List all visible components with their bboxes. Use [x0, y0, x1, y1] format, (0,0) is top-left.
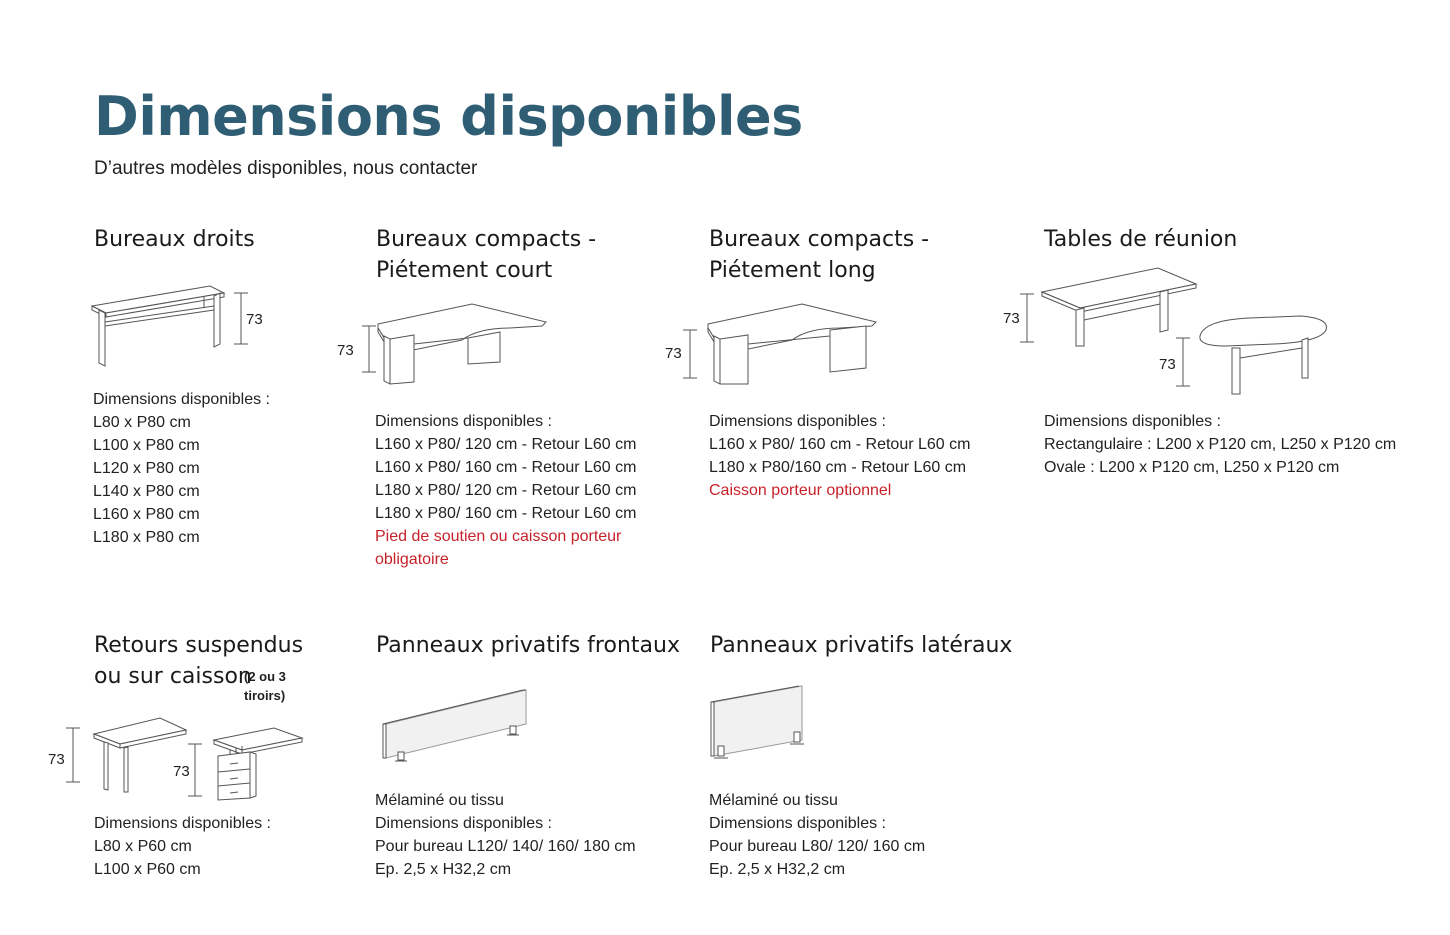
dimensions-line: Rectangulaire : L200 x P120 cm, L250 x P120 cm	[1044, 436, 1397, 453]
dimensions-line: Dimensions disponibles :	[375, 413, 552, 430]
dimensions-line: L160 x P80/ 120 cm - Retour L60 cm	[375, 436, 637, 453]
category-title-line: Piétement long	[709, 258, 876, 283]
height-label: 73	[1159, 356, 1176, 373]
dimensions-line: L160 x P80/ 160 cm - Retour L60 cm	[709, 436, 971, 453]
category-title	[709, 224, 929, 286]
dimensions-line: Ep. 2,5 x H32,2 cm	[709, 861, 846, 878]
dimensions-list	[375, 789, 636, 881]
mandatory-note: Pied de soutien ou caisson porteur obligatoire	[375, 528, 622, 568]
oval-meeting-table-icon	[1170, 312, 1340, 402]
dimensions-line: L160 x P80 cm	[93, 506, 200, 523]
dimensions-line: L80 x P60 cm	[94, 838, 192, 855]
category-title	[376, 224, 596, 286]
dimensions-line: L180 x P80/ 120 cm - Retour L60 cm	[375, 482, 637, 499]
dimensions-line: L120 x P80 cm	[93, 460, 200, 477]
straight-desk-icon	[90, 284, 280, 374]
dimensions-line: Dimensions disponibles :	[709, 815, 886, 832]
dimensions-line: Dimensions disponibles :	[1044, 413, 1221, 430]
optional-note: Caisson porteur optionnel	[709, 482, 892, 499]
height-label: 73	[665, 345, 682, 362]
category-title: Panneaux privatifs frontaux	[376, 633, 680, 658]
dimensions-list	[1044, 410, 1396, 479]
dimensions-line: Dimensions disponibles :	[94, 815, 271, 832]
category-title-line: Retours suspendus	[94, 633, 304, 658]
front-privacy-panel-icon	[382, 686, 532, 766]
height-label: 73	[1003, 310, 1020, 327]
category-title: Bureaux droits	[94, 227, 255, 252]
dimensions-list	[93, 388, 270, 549]
height-label: 73	[48, 751, 65, 768]
return-on-drawer-cabinet-icon	[184, 726, 314, 806]
suspended-return-icon	[60, 712, 200, 802]
category-title-line: Bureaux compacts -	[376, 227, 597, 252]
dimensions-line: Dimensions disponibles :	[93, 391, 270, 408]
height-label: 73	[337, 342, 354, 359]
page-subtitle: D’autres modèles disponibles, nous contacter	[94, 158, 478, 179]
dimensions-line: L80 x P80 cm	[93, 414, 191, 431]
category-title-line: ou sur caisson	[94, 664, 252, 689]
category-title: Tables de réunion	[1044, 227, 1238, 252]
compact-desk-long-leg-icon	[680, 302, 890, 392]
dimensions-line: L180 x P80/160 cm - Retour L60 cm	[709, 459, 967, 476]
height-label: 73	[246, 311, 263, 328]
dimensions-line: L160 x P80/ 160 cm - Retour L60 cm	[375, 459, 637, 476]
dimensions-line: Mélaminé ou tissu	[375, 792, 504, 809]
dimensions-list	[375, 410, 645, 571]
dimensions-line: Ep. 2,5 x H32,2 cm	[375, 861, 512, 878]
dimensions-line: Ovale : L200 x P120 cm, L250 x P120 cm	[1044, 459, 1340, 476]
dimensions-list	[94, 812, 271, 881]
dimensions-line: L180 x P80 cm	[93, 529, 200, 546]
dimensions-list	[709, 789, 925, 881]
dimensions-line: Pour bureau L80/ 120/ 160 cm	[709, 838, 926, 855]
category-title-line: Bureaux compacts -	[709, 227, 930, 252]
page-title: Dimensions disponibles	[94, 85, 803, 148]
dimensions-line: L100 x P80 cm	[93, 437, 200, 454]
category-title-note: (2 ou 3 tiroirs)	[244, 669, 286, 703]
dimensions-line: L100 x P60 cm	[94, 861, 201, 878]
dimensions-line: Mélaminé ou tissu	[709, 792, 838, 809]
compact-desk-short-leg-icon	[350, 302, 560, 392]
dimensions-line: L180 x P80/ 160 cm - Retour L60 cm	[375, 505, 637, 522]
dimensions-list	[709, 410, 970, 502]
dimensions-line: Dimensions disponibles :	[709, 413, 886, 430]
dimensions-line: L140 x P80 cm	[93, 483, 200, 500]
side-privacy-panel-icon	[710, 682, 810, 764]
dimensions-line: Pour bureau L120/ 140/ 160/ 180 cm	[375, 838, 636, 855]
height-label: 73	[173, 763, 190, 780]
dimensions-line: Dimensions disponibles :	[375, 815, 552, 832]
category-title-line: Piétement court	[376, 258, 553, 283]
category-title: Panneaux privatifs latéraux	[710, 633, 1013, 658]
